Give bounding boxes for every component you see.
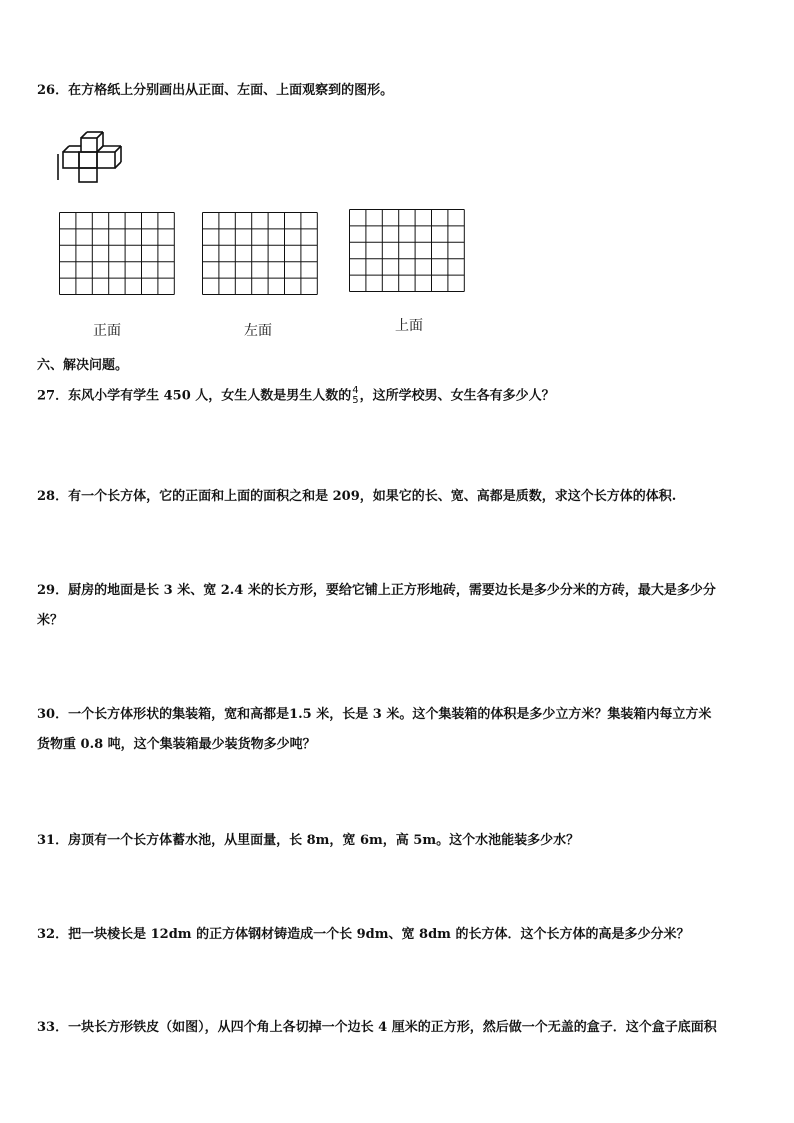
- question-text: 把一块棱长是 12dm 的正方体钢材铸造成一个长 9dm、宽 8dm 的长方体．这个长方体的高是多少分米？: [68, 927, 690, 942]
- question-28: [37, 488, 676, 506]
- question-text: 东风小学有学生 450 人，女生人数是男生人数的: [68, 388, 352, 404]
- question-27: [37, 386, 555, 406]
- grid-label-top: 上面: [395, 318, 423, 334]
- grid-left: [201, 211, 321, 315]
- grid-label-front: 正面: [93, 323, 121, 339]
- question-text: 一块长方形铁皮（如图），从四个角上各切掉一个边长 4 厘米的正方形，然后做一个无盖的盒子．这个盒子底面积: [68, 1020, 717, 1035]
- question-number: 27．: [37, 388, 69, 404]
- section-title: 六、解决问题。: [37, 358, 129, 373]
- question-29-continued: 米？: [37, 613, 64, 628]
- question-number: 31．: [37, 833, 69, 848]
- fraction-denominator: 5: [352, 395, 359, 406]
- question-30-continued: 货物重 0.8 吨，这个集装箱最少装货物多少吨？: [37, 737, 316, 752]
- grid-label-left: 左面: [244, 323, 272, 339]
- question-number: 32．: [37, 927, 69, 942]
- question-text: 在方格纸上分别画出从正面、左面、上面观察到的图形。: [68, 83, 394, 98]
- grid-front: [58, 211, 178, 315]
- question-number: 33．: [37, 1020, 69, 1035]
- question-33: [37, 1019, 717, 1037]
- question-number: 26．: [37, 83, 69, 98]
- question-32: [37, 926, 689, 944]
- question-26: [37, 82, 393, 100]
- cube-figure: [55, 128, 135, 188]
- question-31: [37, 832, 579, 850]
- question-text: 房顶有一个长方体蓄水池，从里面量，长 8m，宽 6m，高 5m。这个水池能装多少水？: [68, 833, 580, 848]
- grid-top: [348, 208, 468, 312]
- fraction-numerator: 4: [352, 385, 359, 396]
- question-number: 30．: [37, 707, 69, 722]
- fraction: [352, 386, 358, 406]
- question-text-after: ，这所学校男、女生各有多少人？: [359, 388, 555, 404]
- question-30: [37, 706, 711, 724]
- question-text: 厨房的地面是长 3 米、宽 2.4 米的长方形，要给它铺上正方形地砖，需要边长是多少分米的方砖，最大是多少分: [68, 583, 716, 598]
- question-number: 28．: [37, 489, 69, 504]
- question-number: 29．: [37, 583, 69, 598]
- question-29: [37, 582, 716, 600]
- question-text: 有一个长方体，它的正面和上面的面积之和是 209，如果它的长、宽、高都是质数，求这个长方体的体积.: [68, 489, 677, 504]
- question-text: 一个长方体形状的集装箱，宽和高都是1.5 米，长是 3 米。这个集装箱的体积是多少立方米？集装箱内每立方米: [68, 707, 712, 722]
